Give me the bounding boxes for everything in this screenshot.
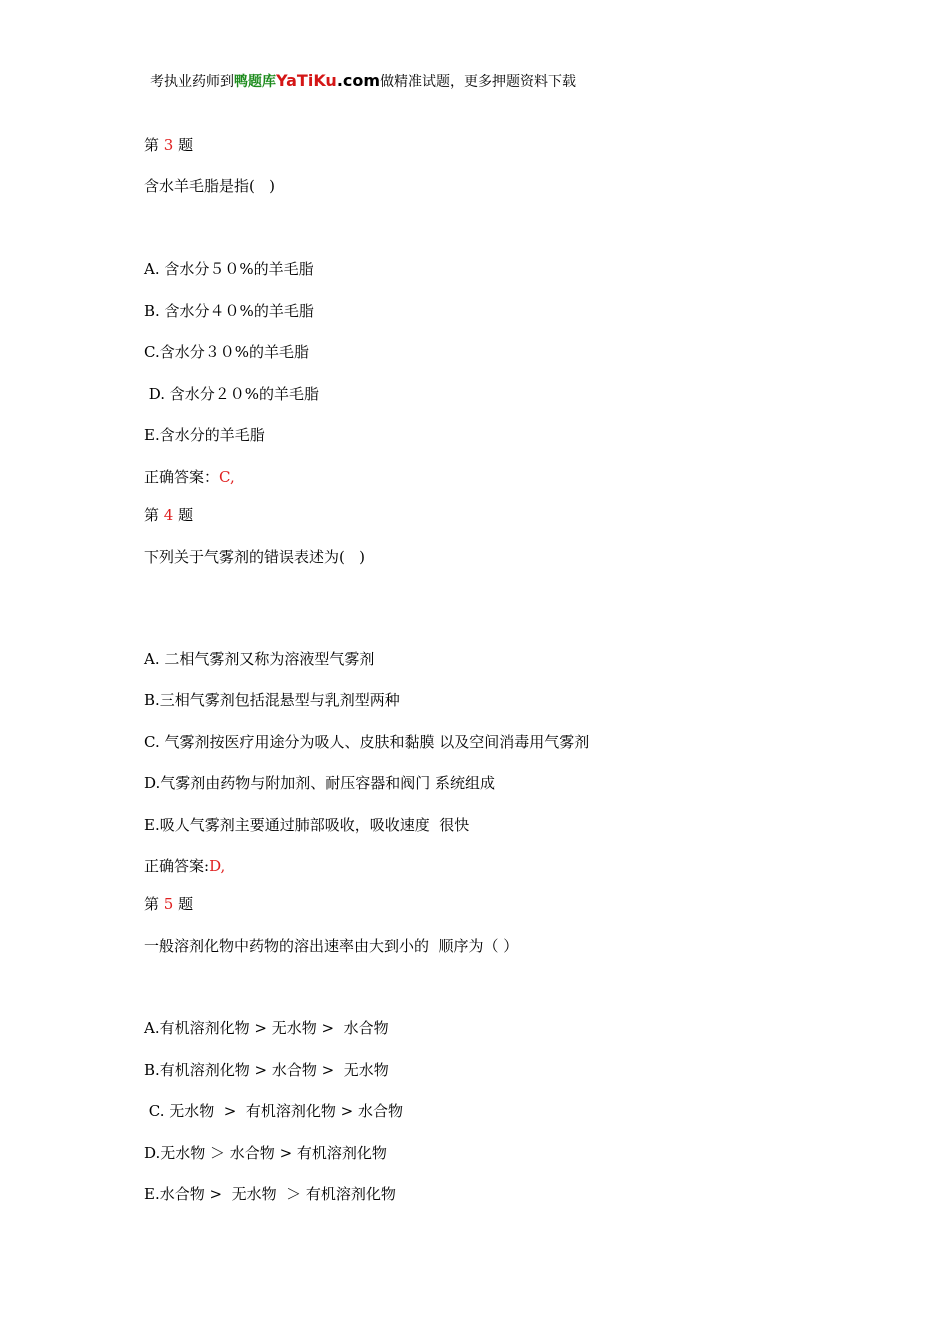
question-4-option-b: B.三相气雾剂包括混悬型与乳剂型两种 bbox=[144, 691, 400, 709]
question-3-option-d: D. 含水分２０%的羊毛脂 bbox=[144, 385, 320, 403]
question-5-stem: 一般溶剂化物中药物的溶出速率由大到小的 顺序为（ ） bbox=[144, 937, 519, 955]
question-label: 第 bbox=[144, 506, 164, 524]
question-4-option-a: A. 二相气雾剂又称为溶液型气雾剂 bbox=[144, 650, 375, 668]
question-3-answer bbox=[144, 467, 235, 487]
question-number: 4 bbox=[163, 506, 174, 524]
question-5-option-d: D.无水物 ＞ 水合物 > 有机溶剂化物 bbox=[144, 1144, 387, 1162]
question-3-option-b: B. 含水分４０%的羊毛脂 bbox=[144, 302, 314, 320]
question-5-option-a: A.有机溶剂化物 > 无水物 > 水合物 bbox=[144, 1019, 389, 1037]
header-prefix: 考执业药师到 bbox=[150, 74, 234, 90]
site-link[interactable]: YaTiKu bbox=[276, 71, 337, 90]
question-4-stem: 下列关于气雾剂的错误表述为( ) bbox=[144, 548, 366, 566]
question-label-suffix: 题 bbox=[173, 136, 194, 154]
answer-label: 正确答案： bbox=[144, 468, 220, 486]
question-label-suffix: 题 bbox=[173, 506, 194, 524]
header-suffix: 做精准试题，更多押题资料下载 bbox=[380, 74, 577, 90]
answer-label: 正确答案: bbox=[144, 857, 210, 875]
question-5-option-b: B.有机溶剂化物 > 水合物 > 无水物 bbox=[144, 1061, 389, 1079]
question-number: 5 bbox=[163, 895, 174, 913]
question-label: 第 bbox=[144, 136, 164, 154]
question-label-suffix: 题 bbox=[173, 895, 194, 913]
question-number: 3 bbox=[163, 136, 174, 154]
question-3-option-c: C.含水分３０%的羊毛脂 bbox=[144, 343, 309, 361]
site-link-suffix[interactable]: .com bbox=[336, 71, 381, 90]
question-label: 第 bbox=[144, 895, 164, 913]
question-3-option-e: E.含水分的羊毛脂 bbox=[144, 426, 265, 444]
question-5-option-e: E.水合物 > 无水物 ＞ 有机溶剂化物 bbox=[144, 1185, 396, 1203]
question-4-option-c: C. 气雾剂按医疗用途分为吸人、皮肤和黏膜 以及空间消毒用气雾剂 bbox=[144, 733, 590, 751]
question-4-option-e: E.吸人气雾剂主要通过肺部吸收，吸收速度 很快 bbox=[144, 816, 470, 834]
question-3-stem: 含水羊毛脂是指( ) bbox=[144, 177, 276, 195]
answer-value: D, bbox=[209, 857, 226, 875]
question-4-option-d: D.气雾剂由药物与附加剂、耐压容器和阀门 系统组成 bbox=[144, 774, 496, 792]
brand-name: 鸭题库 bbox=[234, 74, 276, 90]
question-3-heading bbox=[144, 135, 193, 155]
question-5-option-c: C. 无水物 > 有机溶剂化物 > 水合物 bbox=[144, 1102, 403, 1120]
question-4-heading bbox=[144, 505, 193, 525]
page-header bbox=[150, 71, 576, 92]
question-4-answer bbox=[144, 856, 225, 876]
answer-value: C, bbox=[219, 468, 235, 486]
question-3-option-a: A. 含水分５０%的羊毛脂 bbox=[144, 260, 314, 278]
question-5-heading bbox=[144, 894, 193, 914]
